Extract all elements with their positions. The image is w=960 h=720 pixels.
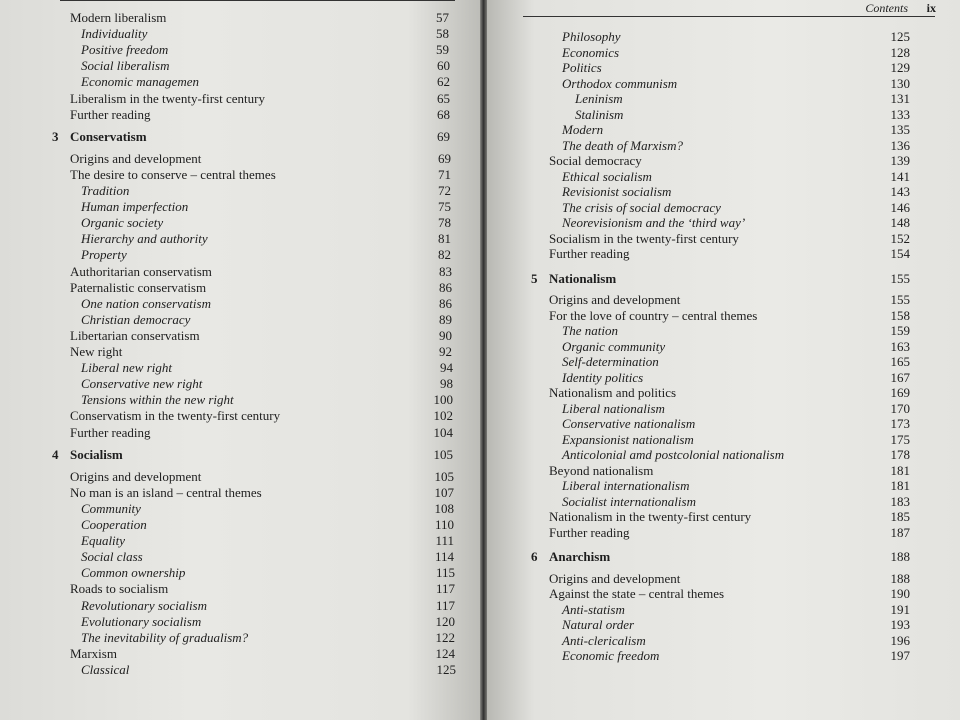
entry-page-number: 175 xyxy=(890,431,910,447)
entry-title: Further reading xyxy=(70,424,151,440)
entry-title: Evolutionary socialism xyxy=(81,613,202,629)
entry-page-number: 60 xyxy=(437,58,450,74)
entry-title: Anti-statism xyxy=(562,601,625,617)
entry-page-number: 65 xyxy=(437,90,450,106)
entry-page-number: 129 xyxy=(890,60,910,75)
entry-page-number: 190 xyxy=(890,586,910,601)
entry-page-number: 173 xyxy=(890,416,910,431)
entry-page-number: 197 xyxy=(890,648,910,663)
entry-page-number: 188 xyxy=(890,570,910,586)
entry-page-number: 81 xyxy=(438,231,451,247)
entry-title: Conservative new right xyxy=(81,376,203,392)
entry-page-number: 170 xyxy=(890,400,910,416)
entry-page-number: 57 xyxy=(436,10,449,25)
entry-page-number: 141 xyxy=(890,168,910,184)
entry-page-number: 82 xyxy=(438,247,451,263)
entry-title: Christian democracy xyxy=(81,311,191,327)
entry-page-number: 155 xyxy=(890,292,910,307)
entry-page-number: 100 xyxy=(433,392,453,408)
entry-title: Individuality xyxy=(81,26,148,42)
entry-page-number: 159 xyxy=(890,323,910,338)
entry-title: Ethical socialism xyxy=(562,168,652,184)
entry-page-number: 92 xyxy=(439,344,452,359)
entry-title: Orthodox communism xyxy=(562,75,678,91)
entry-page-number: 125 xyxy=(436,661,456,677)
entry-page-number: 191 xyxy=(890,601,910,617)
entry-title: Social class xyxy=(81,549,143,565)
entry-page-number: 136 xyxy=(890,137,910,153)
entry-title: Tradition xyxy=(81,183,130,198)
entry-title: The desire to conserve – central themes xyxy=(70,166,276,182)
entry-title: Human imperfection xyxy=(81,199,189,215)
entry-page-number: 120 xyxy=(435,613,455,629)
entry-title: Social liberalism xyxy=(81,58,170,74)
entry-title: Natural order xyxy=(562,617,635,632)
entry-title: Equality xyxy=(81,533,126,549)
entry-title: Origins and development xyxy=(549,570,681,586)
entry-title: Socialist internationalism xyxy=(562,493,696,509)
entry-page-number: 143 xyxy=(890,184,910,199)
chapter-number: 4 xyxy=(52,446,59,462)
entry-title: Leninism xyxy=(575,91,623,106)
entry-page-number: 58 xyxy=(436,26,449,42)
entry-title: Roads to socialism xyxy=(70,581,169,597)
entry-page-number: 196 xyxy=(890,632,910,648)
entry-title: Tensions within the new right xyxy=(81,392,234,408)
entry-page-number: 181 xyxy=(890,478,910,493)
entry-title: Conservatism xyxy=(70,128,147,144)
right-page xyxy=(487,0,960,720)
entry-title: Further reading xyxy=(549,524,630,540)
entry-title: Liberal new right xyxy=(81,360,173,376)
entry-title: Origins and development xyxy=(70,468,202,484)
entry-title: Nationalism and politics xyxy=(549,385,677,400)
entry-page-number: 125 xyxy=(890,29,910,44)
entry-page-number: 169 xyxy=(890,385,910,400)
entry-title: Conservative nationalism xyxy=(562,416,696,431)
entry-title: Neorevisionism and the ‘third way’ xyxy=(562,215,746,230)
entry-title: Positive freedom xyxy=(81,42,169,58)
entry-page-number: 78 xyxy=(438,215,451,231)
header-rule xyxy=(523,16,935,17)
entry-title: Social democracy xyxy=(549,153,642,168)
entry-title: Identity politics xyxy=(562,369,644,385)
entry-page-number: 133 xyxy=(890,106,910,122)
entry-page-number: 128 xyxy=(890,44,910,60)
entry-title: Liberalism in the twenty-first century xyxy=(70,90,265,106)
entry-page-number: 83 xyxy=(439,263,452,279)
page-number: ix xyxy=(926,1,936,15)
entry-title: Against the state – central themes xyxy=(549,586,725,601)
entry-page-number: 167 xyxy=(890,369,910,385)
entry-title: Nationalism xyxy=(549,270,617,286)
entry-title: Anarchism xyxy=(549,549,611,564)
entry-title: Organic society xyxy=(81,215,164,231)
entry-title: Modern xyxy=(562,122,604,137)
running-head-title: Contents xyxy=(865,1,908,15)
entry-page-number: 86 xyxy=(439,279,452,295)
entry-page-number: 122 xyxy=(435,629,455,645)
entry-page-number: 86 xyxy=(439,295,452,311)
entry-title: Marxism xyxy=(70,645,117,661)
chapter-number: 3 xyxy=(52,128,59,144)
entry-title: Philosophy xyxy=(562,29,621,44)
book-gutter xyxy=(480,0,487,720)
entry-page-number: 98 xyxy=(440,376,453,392)
entry-page-number: 75 xyxy=(438,199,451,215)
entry-title: Beyond nationalism xyxy=(549,462,654,478)
entry-title: The nation xyxy=(562,323,618,338)
entry-title: Economics xyxy=(562,44,620,60)
entry-title: Revisionist socialism xyxy=(562,184,672,199)
entry-title: Self-determination xyxy=(562,354,659,369)
entry-page-number: 68 xyxy=(437,106,450,122)
entry-page-number: 158 xyxy=(890,307,910,323)
entry-title: Anti-clericalism xyxy=(562,632,646,648)
entry-page-number: 155 xyxy=(890,270,910,286)
entry-page-number: 110 xyxy=(434,517,454,532)
entry-title: Common ownership xyxy=(81,565,186,581)
entry-page-number: 154 xyxy=(890,246,910,261)
entry-title: Economic managemen xyxy=(81,74,200,90)
entry-page-number: 183 xyxy=(890,493,910,509)
entry-page-number: 69 xyxy=(438,150,451,166)
entry-page-number: 117 xyxy=(435,581,455,597)
entry-title: Stalinism xyxy=(575,106,624,122)
entry-title: Origins and development xyxy=(70,150,202,166)
entry-page-number: 188 xyxy=(890,549,910,564)
entry-page-number: 69 xyxy=(437,128,450,144)
entry-page-number: 108 xyxy=(434,500,454,516)
entry-page-number: 135 xyxy=(890,122,910,137)
entry-title: No man is an island – central themes xyxy=(70,484,262,500)
entry-page-number: 131 xyxy=(890,91,910,106)
entry-page-number: 193 xyxy=(890,617,910,632)
entry-title: Further reading xyxy=(549,246,630,261)
entry-title: Property xyxy=(81,247,127,263)
entry-title: Economic freedom xyxy=(562,648,660,663)
header-rule xyxy=(60,0,455,1)
entry-page-number: 181 xyxy=(890,462,910,478)
entry-page-number: 178 xyxy=(890,447,910,462)
entry-title: Conservatism in the twenty-first century xyxy=(70,408,281,424)
entry-title: Politics xyxy=(562,60,602,75)
entry-page-number: 139 xyxy=(890,153,910,168)
entry-page-number: 107 xyxy=(434,484,454,500)
entry-title: Modern liberalism xyxy=(70,10,167,25)
entry-title: Further reading xyxy=(70,106,151,122)
entry-title: Community xyxy=(81,500,141,516)
entry-title: New right xyxy=(70,344,123,359)
entry-page-number: 102 xyxy=(433,408,453,424)
entry-title: Liberal nationalism xyxy=(562,400,665,416)
entry-title: Hierarchy and authority xyxy=(81,231,208,247)
entry-title: Socialism xyxy=(70,446,123,462)
entry-page-number: 187 xyxy=(890,524,910,540)
entry-title: Cooperation xyxy=(81,517,147,532)
entry-page-number: 185 xyxy=(890,509,910,524)
entry-page-number: 94 xyxy=(440,360,453,376)
entry-title: Nationalism in the twenty-first century xyxy=(549,509,752,524)
entry-page-number: 114 xyxy=(434,549,454,565)
entry-title: Liberal internationalism xyxy=(562,478,690,493)
entry-page-number: 59 xyxy=(436,42,449,58)
entry-page-number: 115 xyxy=(435,565,455,581)
entry-page-number: 146 xyxy=(890,199,910,215)
entry-page-number: 152 xyxy=(890,230,910,246)
entry-title: The death of Marxism? xyxy=(562,137,683,153)
entry-page-number: 90 xyxy=(439,327,452,343)
entry-title: Origins and development xyxy=(549,292,681,307)
entry-title: One nation conservatism xyxy=(81,295,211,311)
entry-page-number: 163 xyxy=(890,338,910,354)
entry-page-number: 117 xyxy=(435,597,455,613)
entry-title: The inevitability of gradualism? xyxy=(81,629,249,645)
entry-title: Authoritarian conservatism xyxy=(70,263,212,279)
entry-page-number: 89 xyxy=(439,311,452,327)
entry-title: Anticolonial amd postcolonial nationalism xyxy=(562,447,785,462)
entry-title: Libertarian conservatism xyxy=(70,327,200,343)
entry-page-number: 71 xyxy=(438,166,451,182)
entry-page-number: 124 xyxy=(435,645,455,661)
entry-title: Revolutionary socialism xyxy=(81,597,208,613)
entry-title: The crisis of social democracy xyxy=(562,199,721,215)
entry-page-number: 72 xyxy=(438,183,451,198)
entry-page-number: 104 xyxy=(433,424,453,440)
entry-page-number: 62 xyxy=(437,74,450,90)
chapter-number: 5 xyxy=(531,270,538,286)
entry-page-number: 105 xyxy=(433,446,453,462)
entry-title: Classical xyxy=(81,661,130,677)
entry-title: Expansionist nationalism xyxy=(562,431,694,447)
entry-title: Socialism in the twenty-first century xyxy=(549,230,739,246)
entry-page-number: 148 xyxy=(890,215,910,230)
entry-title: Organic community xyxy=(562,338,666,354)
entry-page-number: 130 xyxy=(890,75,910,91)
entry-page-number: 105 xyxy=(434,468,454,484)
entry-page-number: 111 xyxy=(435,533,454,549)
chapter-number: 6 xyxy=(531,549,538,564)
entry-page-number: 165 xyxy=(890,354,910,369)
entry-title: Paternalistic conservatism xyxy=(70,279,207,295)
entry-title: For the love of country – central themes xyxy=(549,307,758,323)
